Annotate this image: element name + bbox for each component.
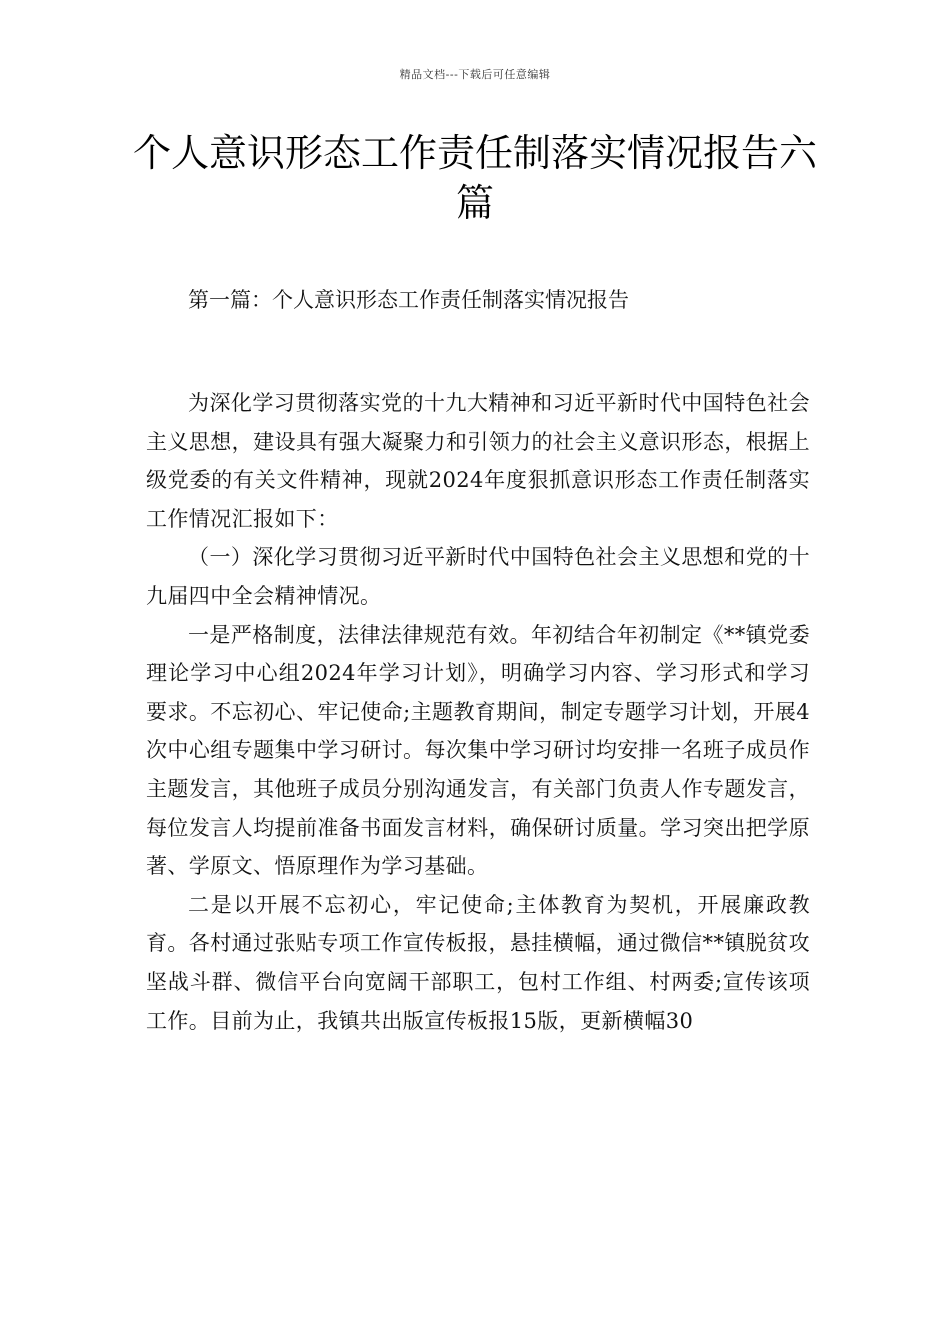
page-header-note: 精品文档---下载后可任意编辑 — [399, 68, 551, 81]
section-heading: 第一篇：个人意识形态工作责任制落实情况报告 — [188, 288, 629, 312]
paragraph: 二是以开展不忘初心，牢记使命;主体教育为契机，开展廉政教育。各村通过张贴专项工作宣传板报，悬挂横幅，通过微信**镇脱贫攻坚战斗群、微信平台向宽阔干部职工，包村工作组、村两委;宣传该项工作。目前为止，我镇共出版宣传板报15版，更新横幅30 — [146, 892, 810, 1033]
document-body — [146, 384, 810, 1040]
paragraph: （一）深化学习贯彻习近平新时代中国特色社会主义思想和党的十九届四中全会精神情况。 — [146, 545, 810, 608]
paragraph: 一是严格制度，法律法律规范有效。年初结合年初制定《**镇党委理论学习中心组2024年学习计划》，明确学习内容、学习形式和学习要求。不忘初心、牢记使命;主题教育期间，制定专题学习计划，开展4次中心组专题集中学习研讨。每次集中学习研讨均安排一名班子成员作主题发言，其他班子成员分别沟通发言，有关部门负责人作专题发言，每位发言人均提前准备书面发言材料，确保研讨质量。学习突出把学原著、学原文、悟原理作为学习基础。 — [146, 622, 810, 879]
paragraph: 为深化学习贯彻落实党的十九大精神和习近平新时代中国特色社会主义思想，建设具有强大凝聚力和引领力的社会主义意识形态，根据上级党委的有关文件精神，现就2024年度狠抓意识形态工作责任制落实工作情况汇报如下： — [146, 391, 810, 531]
document-title: 个人意识形态工作责任制落实情况报告六篇 — [132, 131, 817, 225]
